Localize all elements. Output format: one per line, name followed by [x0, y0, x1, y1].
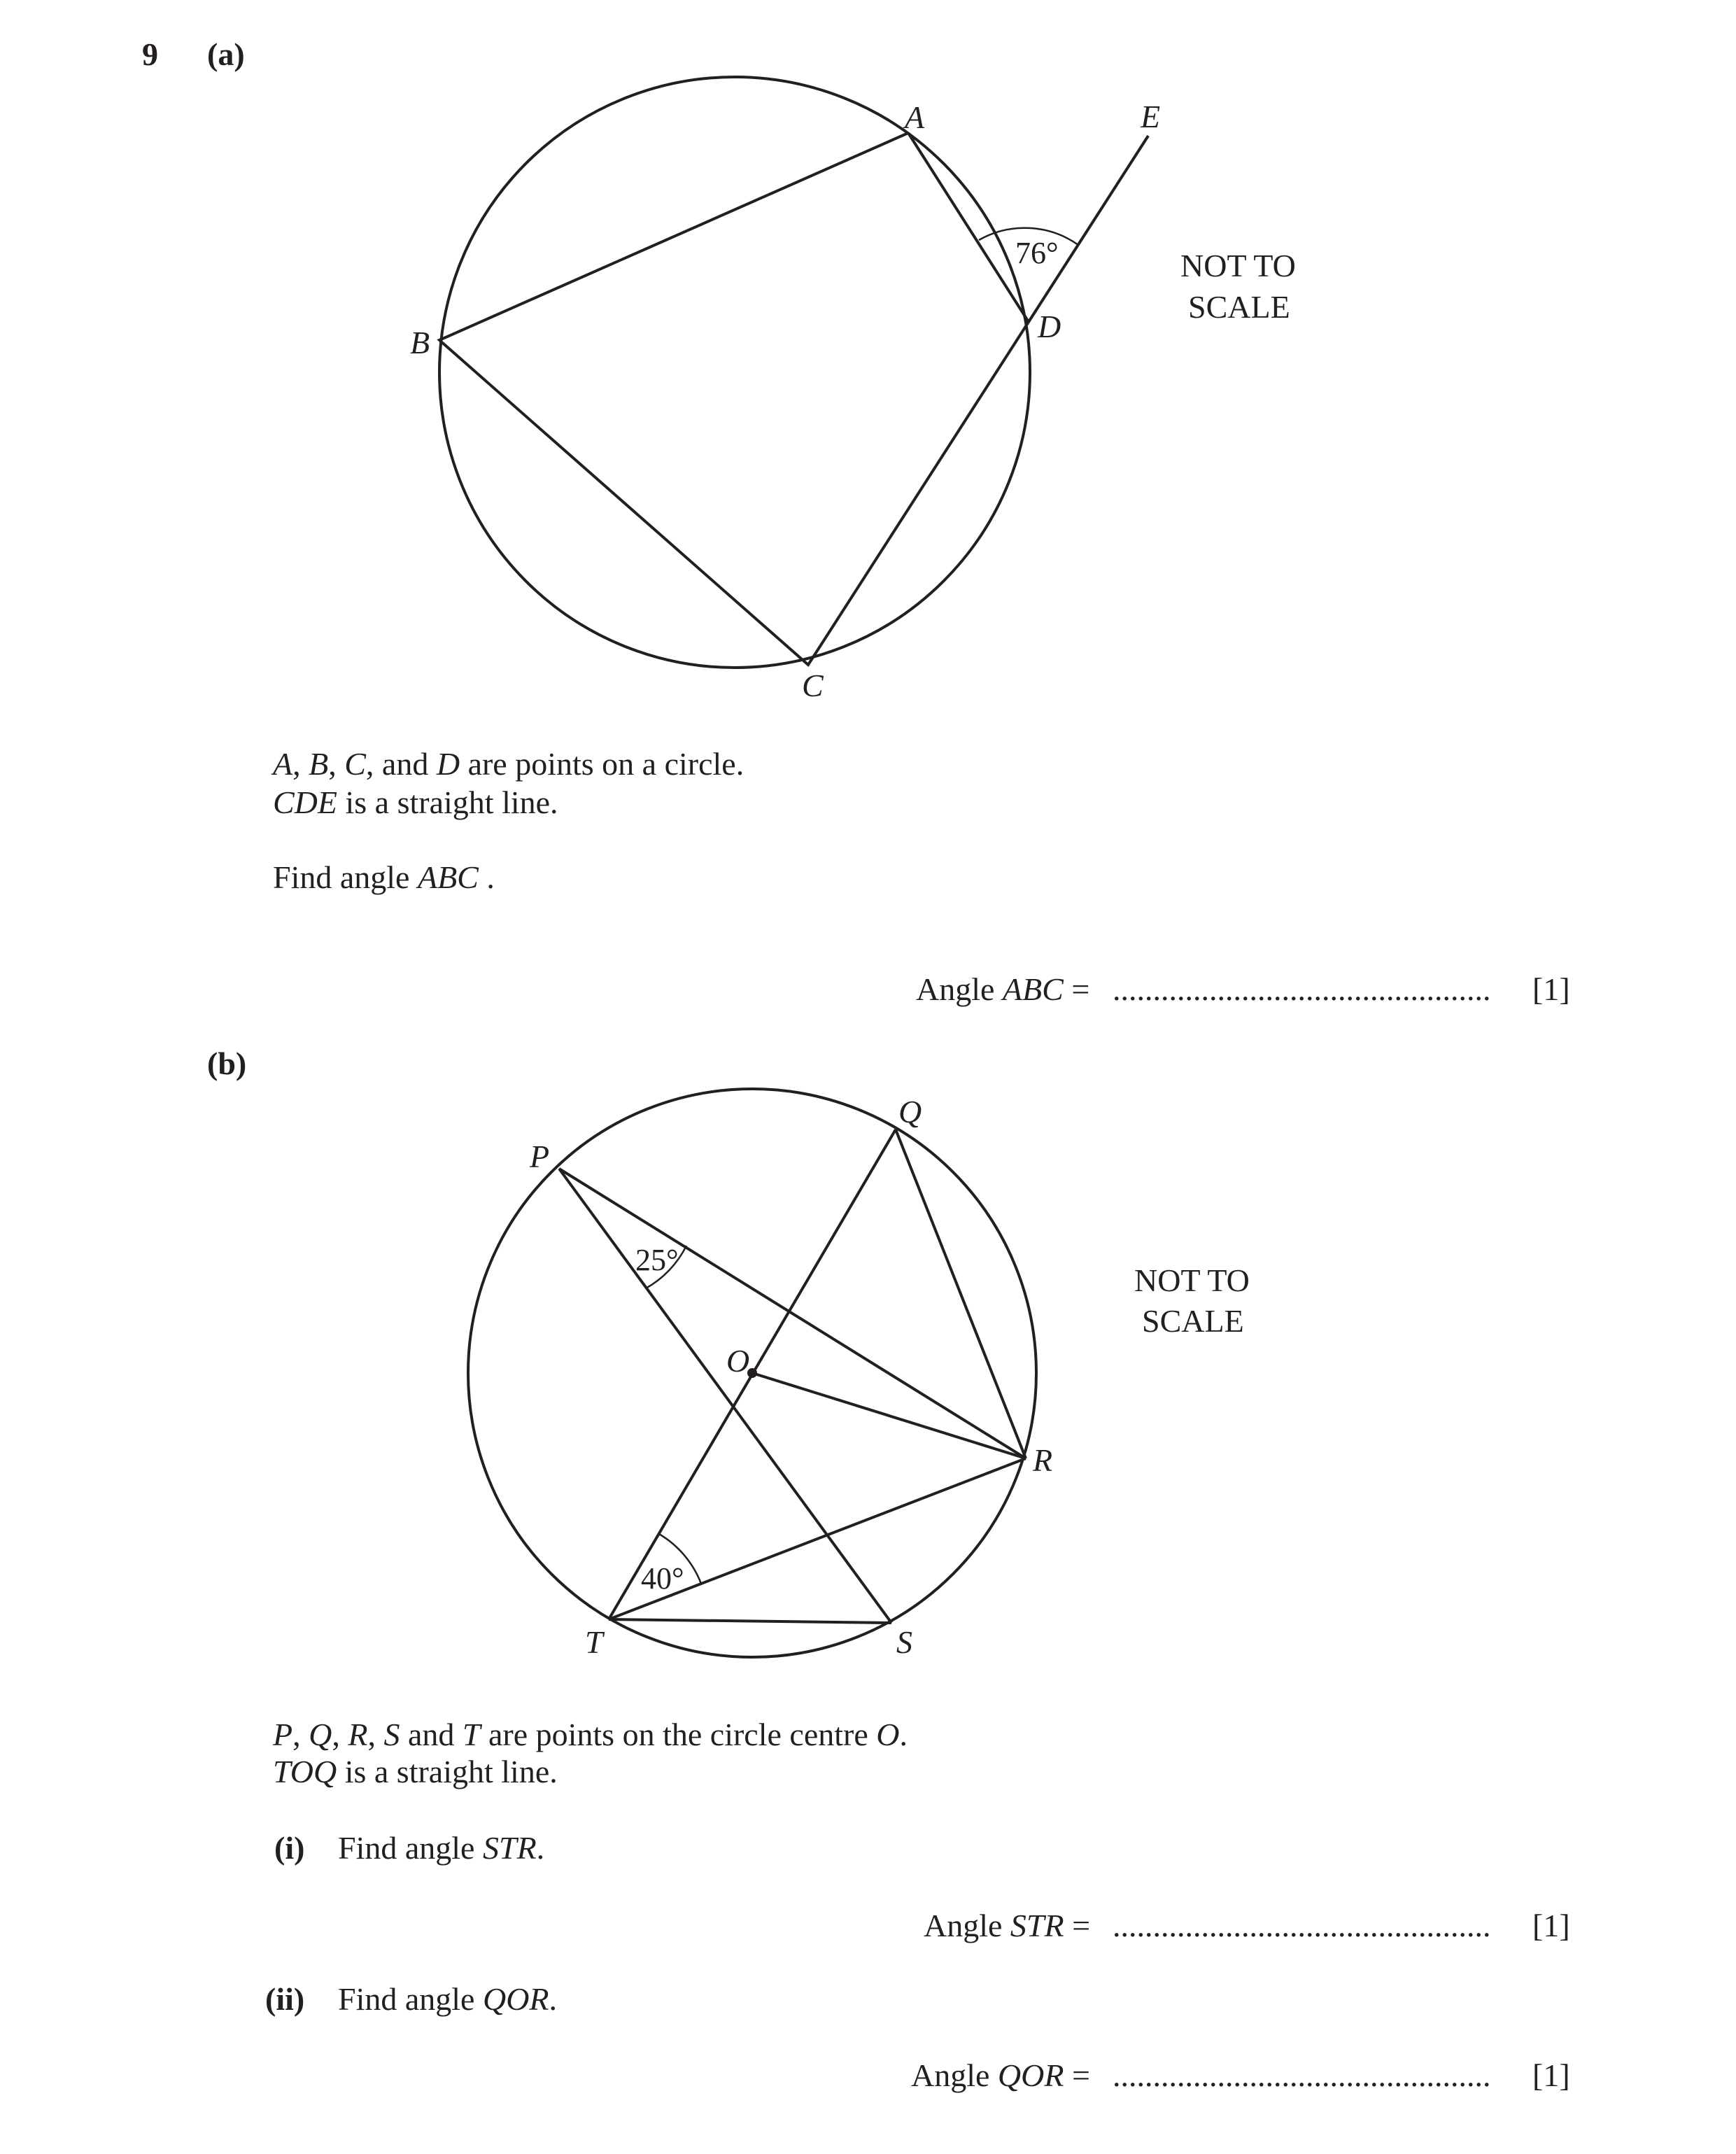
- point-t: T: [585, 1624, 603, 1660]
- answer-line-b-i: Angle STR =: [924, 1908, 1091, 1943]
- not-to-scale-a-line1: NOT TO: [1180, 248, 1296, 283]
- angle-40-label: 40°: [641, 1561, 684, 1596]
- sub-ii-label: (ii): [265, 1981, 305, 2017]
- point-e: E: [1141, 99, 1161, 134]
- point-s: S: [896, 1624, 912, 1660]
- line-ts: [609, 1619, 891, 1623]
- line-or: [752, 1373, 1026, 1458]
- point-r: R: [1033, 1442, 1053, 1478]
- statement-b-line1: P, Q, R, S and T are points on the circle centre O.: [273, 1717, 908, 1752]
- statement-b-line2: TOQ is a straight line.: [273, 1754, 558, 1789]
- answer-dots-b-i[interactable]: ...............................................: [1113, 1908, 1491, 1943]
- line-pr: [559, 1169, 1026, 1458]
- answer-line-b-ii: Angle QOR =: [911, 2057, 1090, 2093]
- not-to-scale-a-line2: SCALE: [1188, 289, 1290, 325]
- statement-a-line2: CDE is a straight line.: [273, 784, 558, 820]
- answer-dots-a[interactable]: ...............................................: [1113, 971, 1491, 1007]
- point-d: D: [1038, 309, 1061, 344]
- not-to-scale-b-line2: SCALE: [1142, 1303, 1244, 1339]
- point-q: Q: [898, 1094, 922, 1129]
- line-ps: [559, 1169, 891, 1623]
- marks-b-i: [1]: [1532, 1908, 1570, 1943]
- answer-dots-b-ii[interactable]: ...............................................: [1113, 2057, 1491, 2093]
- point-o: O: [726, 1343, 750, 1379]
- angle-25-label: 25°: [635, 1243, 679, 1277]
- question-a: Find angle ABC .: [273, 859, 495, 895]
- point-b: B: [410, 325, 430, 360]
- point-a: A: [905, 99, 925, 135]
- point-c: C: [802, 668, 824, 703]
- question-b-ii: Find angle QOR.: [338, 1981, 558, 2017]
- point-p: P: [530, 1139, 550, 1174]
- sub-i-label: (i): [274, 1830, 305, 1866]
- answer-line-a: Angle ABC =: [916, 971, 1090, 1007]
- part-b-label: (b): [207, 1046, 247, 1081]
- statement-a-line1: A, B, C, and D are points on a circle.: [273, 746, 744, 782]
- question-b-i: Find angle STR.: [338, 1830, 545, 1866]
- question-number: 9: [142, 36, 158, 72]
- marks-a: [1]: [1532, 971, 1570, 1007]
- part-a-label: (a): [207, 36, 245, 72]
- marks-b-ii: [1]: [1532, 2057, 1570, 2093]
- angle-76-label: 76°: [1015, 236, 1059, 270]
- not-to-scale-b-line1: NOT TO: [1134, 1262, 1250, 1298]
